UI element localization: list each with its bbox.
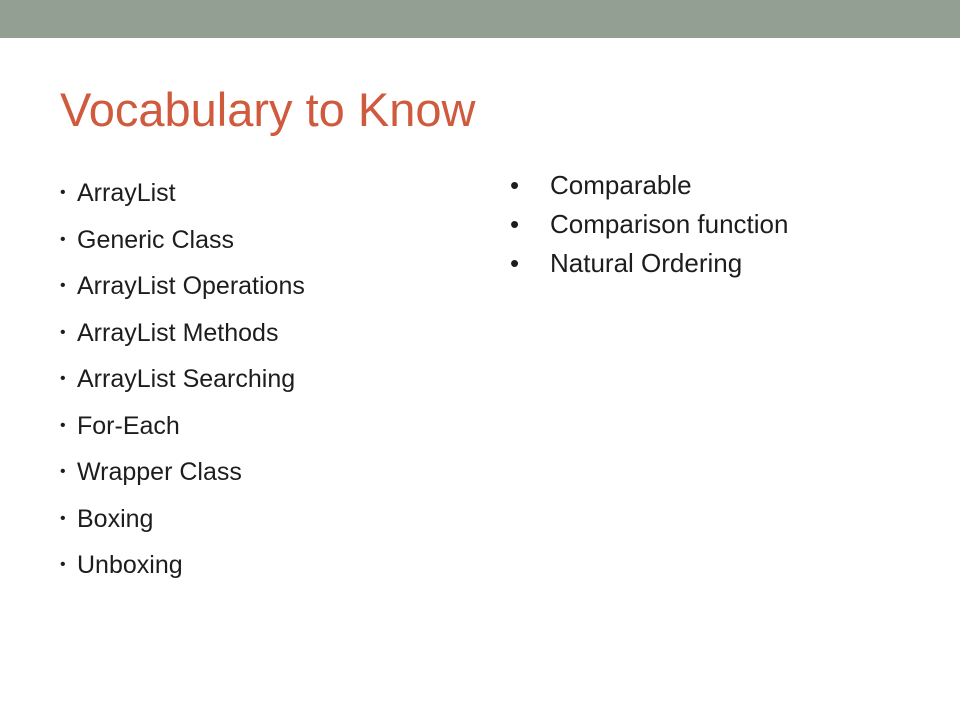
list-item-text: Comparison function: [550, 209, 789, 239]
list-item: [60, 406, 305, 453]
list-item-text: Natural Ordering: [550, 248, 743, 278]
bullet-icon: •: [60, 323, 66, 341]
list-item-text: ArrayList Operations: [77, 272, 305, 300]
bullet-icon: •: [60, 277, 66, 294]
list-item-text: Generic Class: [77, 225, 234, 254]
list-item: [510, 205, 788, 244]
bullet-icon: •: [60, 556, 66, 573]
list-item: [60, 452, 305, 499]
bullet-icon: •: [60, 509, 66, 527]
bullet-icon: •: [510, 170, 520, 200]
list-item: [60, 499, 305, 546]
list-item-text: For-Each: [77, 411, 180, 440]
list-item: [60, 545, 305, 592]
slide-title: Vocabulary to Know: [60, 83, 476, 136]
list-item-text: ArrayList: [77, 179, 176, 207]
bullet-icon: •: [60, 463, 66, 480]
list-item-text: Comparable: [550, 170, 692, 200]
list-item-text: ArrayList Searching: [77, 365, 296, 393]
vocabulary-list-right: [510, 166, 788, 283]
bullet-icon: •: [60, 416, 66, 434]
bullet-icon: •: [510, 209, 520, 239]
bullet-icon: •: [510, 248, 520, 278]
list-item-text: Boxing: [77, 504, 154, 533]
list-item-text: Wrapper Class: [77, 458, 242, 486]
list-item-text: ArrayList Methods: [77, 318, 279, 347]
list-item: [510, 244, 788, 283]
top-accent-band: [0, 0, 960, 38]
list-item: [510, 166, 788, 205]
bullet-icon: •: [60, 370, 66, 387]
vocabulary-list-left: [60, 173, 305, 592]
list-item: [60, 173, 305, 220]
list-item-text: Unboxing: [77, 551, 183, 579]
bullet-icon: •: [60, 184, 66, 201]
list-item: [60, 266, 305, 313]
list-item: [60, 313, 305, 360]
list-item: [60, 220, 305, 267]
list-item: [60, 359, 305, 406]
bullet-icon: •: [60, 230, 66, 248]
